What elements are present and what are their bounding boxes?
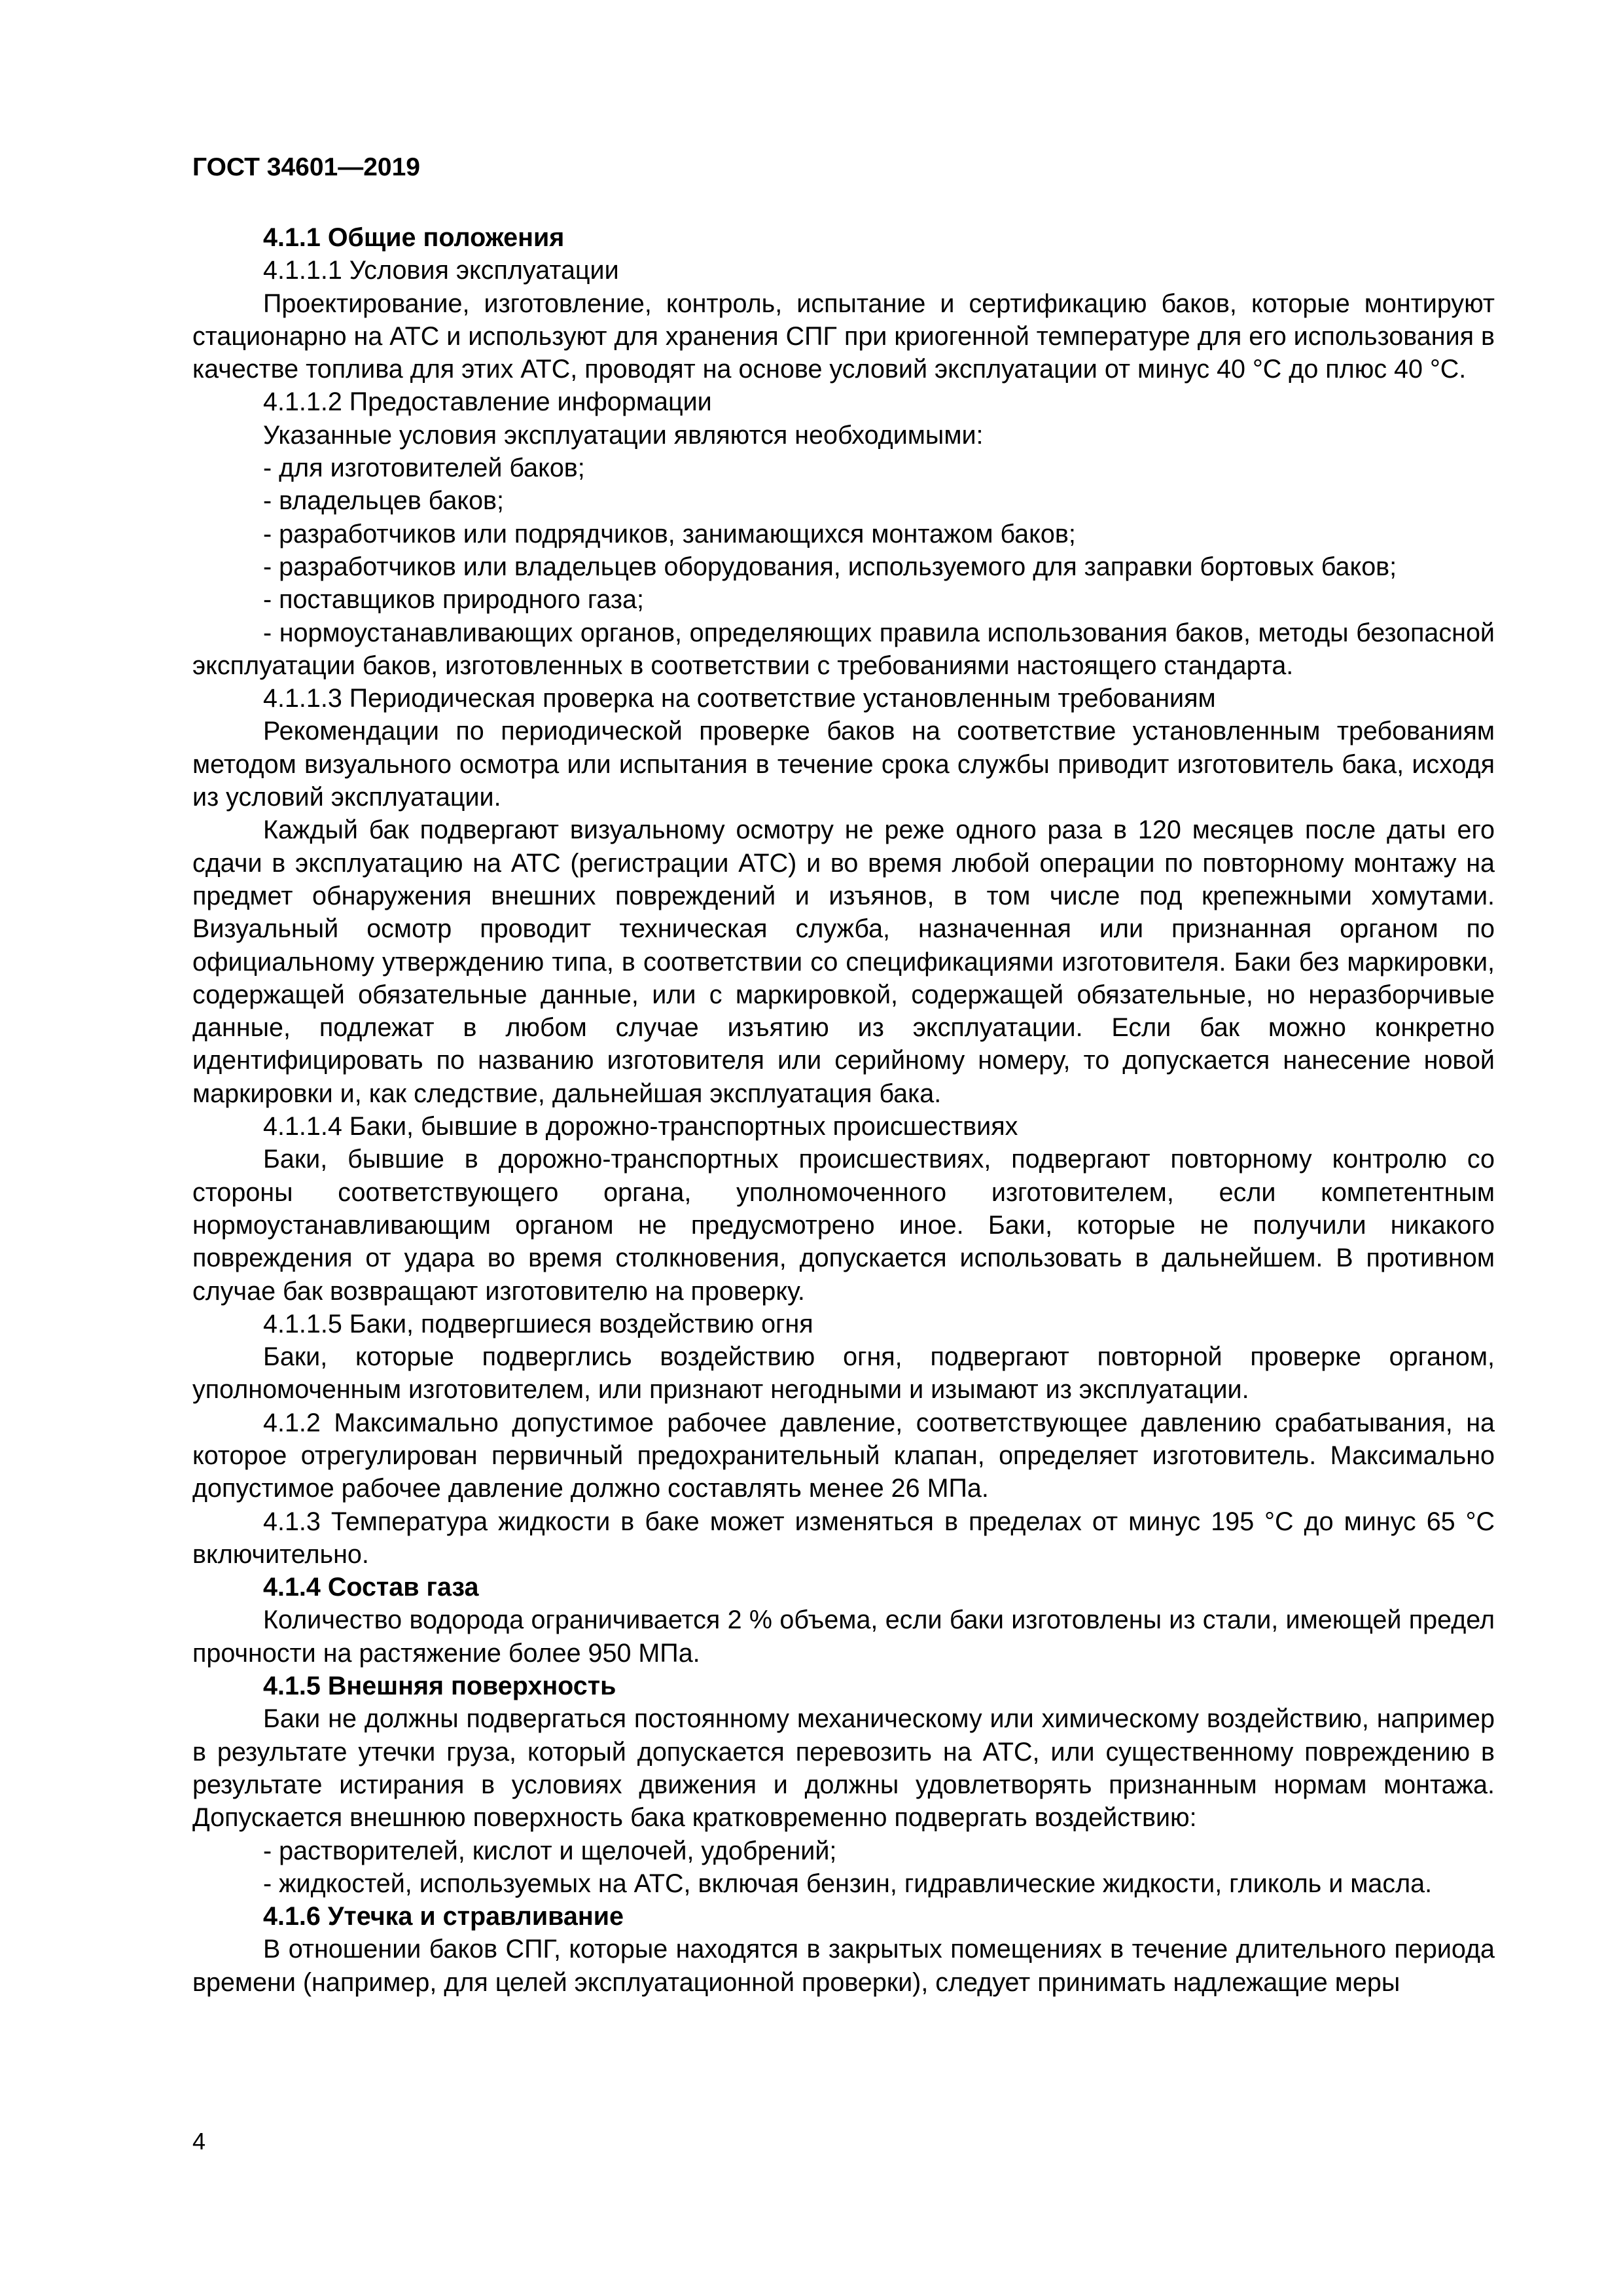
body-paragraph: Количество водорода ограничивается 2 % объема, если баки изготовлены из стали, имеющей предел прочности на растяжение более 950 МПа. bbox=[192, 1605, 1495, 1668]
list-item: - нормоустанавливающих органов, определяющих правила использования баков, методы безопасной эксплуатации баков, изготовленных в соответствии с требованиями настоящего стандарта. bbox=[192, 618, 1495, 680]
list-item: - разработчиков или владельцев оборудования, используемого для заправки бортовых баков; bbox=[263, 552, 1397, 581]
page-number: 4 bbox=[192, 2128, 206, 2155]
list-item: - жидкостей, используемых на АТС, включая бензин, гидравлические жидкости, гликоль и масла. bbox=[263, 1869, 1433, 1898]
list-item: - поставщиков природного газа; bbox=[263, 585, 644, 615]
subsection-heading: 4.1.1.3 Периодическая проверка на соответствие установленным требованиям bbox=[263, 684, 1216, 713]
document-body bbox=[192, 221, 1495, 1999]
subsection-heading: 4.1.1.1 Условия эксплуатации bbox=[263, 256, 619, 285]
body-paragraph: Каждый бак подвергают визуальному осмотру не реже одного раза в 120 месяцев после даты его сдачи в эксплуатацию на АТС (регистрации АТС) и во время любой операции по повторному монтажу на предмет обнаружения внешних повреждений и изъянов, в том числе под крепежными хомутами. Визуальный осмотр проводит техническая служба, назначенная или признанная органом по официальному утверждению типа, в соответствии со спецификациями изготовителя. Баки без маркировки, содержащей обязательные данные, или с маркировкой, содержащей обязательные, но неразборчивые данные, подлежат в любом случае изъятию из эксплуатации. Если бак можно конкретно идентифицировать по названию изготовителя или серийному номеру, то допускается нанесение новой маркировки и, как следствие, дальнейшая эксплуатация бака. bbox=[192, 816, 1495, 1108]
body-paragraph: Баки, которые подверглись воздействию огня, подвергают повторной проверке органом, уполномоченным изготовителем, или признают негодными и изымают из эксплуатации. bbox=[192, 1342, 1495, 1405]
body-paragraph: 4.1.2 Максимально допустимое рабочее давление, соответствующее давлению срабатывания, на которое отрегулирован первичный предохранительный клапан, определяет изготовитель. Максимально допустимое рабочее давление должно составлять менее 26 МПа. bbox=[192, 1408, 1495, 1503]
section-heading: 4.1.6 Утечка и стравливание bbox=[263, 1902, 624, 1931]
body-paragraph: Указанные условия эксплуатации являются необходимыми: bbox=[263, 420, 984, 450]
subsection-heading: 4.1.1.2 Предоставление информации bbox=[263, 387, 712, 417]
body-paragraph: Рекомендации по периодической проверке баков на соответствие установленным требованиям методом визуального осмотра или испытания в течение срока службы приводит изготовитель бака, исходя из условий эксплуатации. bbox=[192, 717, 1495, 812]
list-item: - для изготовителей баков; bbox=[263, 454, 585, 483]
body-paragraph: Баки не должны подвергаться постоянному механическому или химическому воздействию, например в результате утечки груза, который допускается перевозить на АТС, или существенному повреждению в результате истирания в условиях движения и должны удовлетворять признанным нормам монтажа. Допускается внешнюю поверхность бака кратковременно подвергать воздействию: bbox=[192, 1704, 1495, 1833]
body-paragraph: 4.1.3 Температура жидкости в баке может изменяться в пределах от минус 195 °С до минус 65 °С включительно. bbox=[192, 1507, 1495, 1569]
list-item: - растворителей, кислот и щелочей, удобрений; bbox=[263, 1836, 837, 1865]
section-heading: 4.1.5 Внешняя поверхность bbox=[263, 1672, 616, 1701]
body-paragraph: Проектирование, изготовление, контроль, испытание и сертификацию баков, которые монтируют стационарно на АТС и используют для хранения СПГ при криогенной температуре для его использования в качестве топлива для этих АТС, проводят на основе условий эксплуатации от минус 40 °С до плюс 40 °С. bbox=[192, 289, 1495, 384]
section-heading: 4.1.4 Состав газа bbox=[263, 1573, 479, 1602]
subsection-heading: 4.1.1.5 Баки, подвергшиеся воздействию огня bbox=[263, 1309, 813, 1338]
list-item: - разработчиков или подрядчиков, занимающихся монтажом баков; bbox=[263, 519, 1076, 548]
body-paragraph: В отношении баков СПГ, которые находятся в закрытых помещениях в течение длительного периода времени (например, для целей эксплуатационной проверки), следует принимать надлежащие меры bbox=[192, 1935, 1495, 1997]
subsection-heading: 4.1.1.4 Баки, бывшие в дорожно-транспортных происшествиях bbox=[263, 1112, 1018, 1141]
section-heading: 4.1.1 Общие положения bbox=[263, 223, 565, 252]
list-item: - владельцев баков; bbox=[263, 486, 504, 516]
document-header: ГОСТ 34601—2019 bbox=[192, 153, 420, 181]
body-paragraph: Баки, бывшие в дорожно-транспортных происшествиях, подвергают повторному контролю со стороны соответствующего органа, уполномоченного изготовителем, если компетентным нормоустанавливающим органом не предусмотрено иное. Баки, которые не получили никакого повреждения от удара во время столкновения, допускается использовать в дальнейшем. В противном случае бак возвращают изготовителю на проверку. bbox=[192, 1145, 1495, 1306]
